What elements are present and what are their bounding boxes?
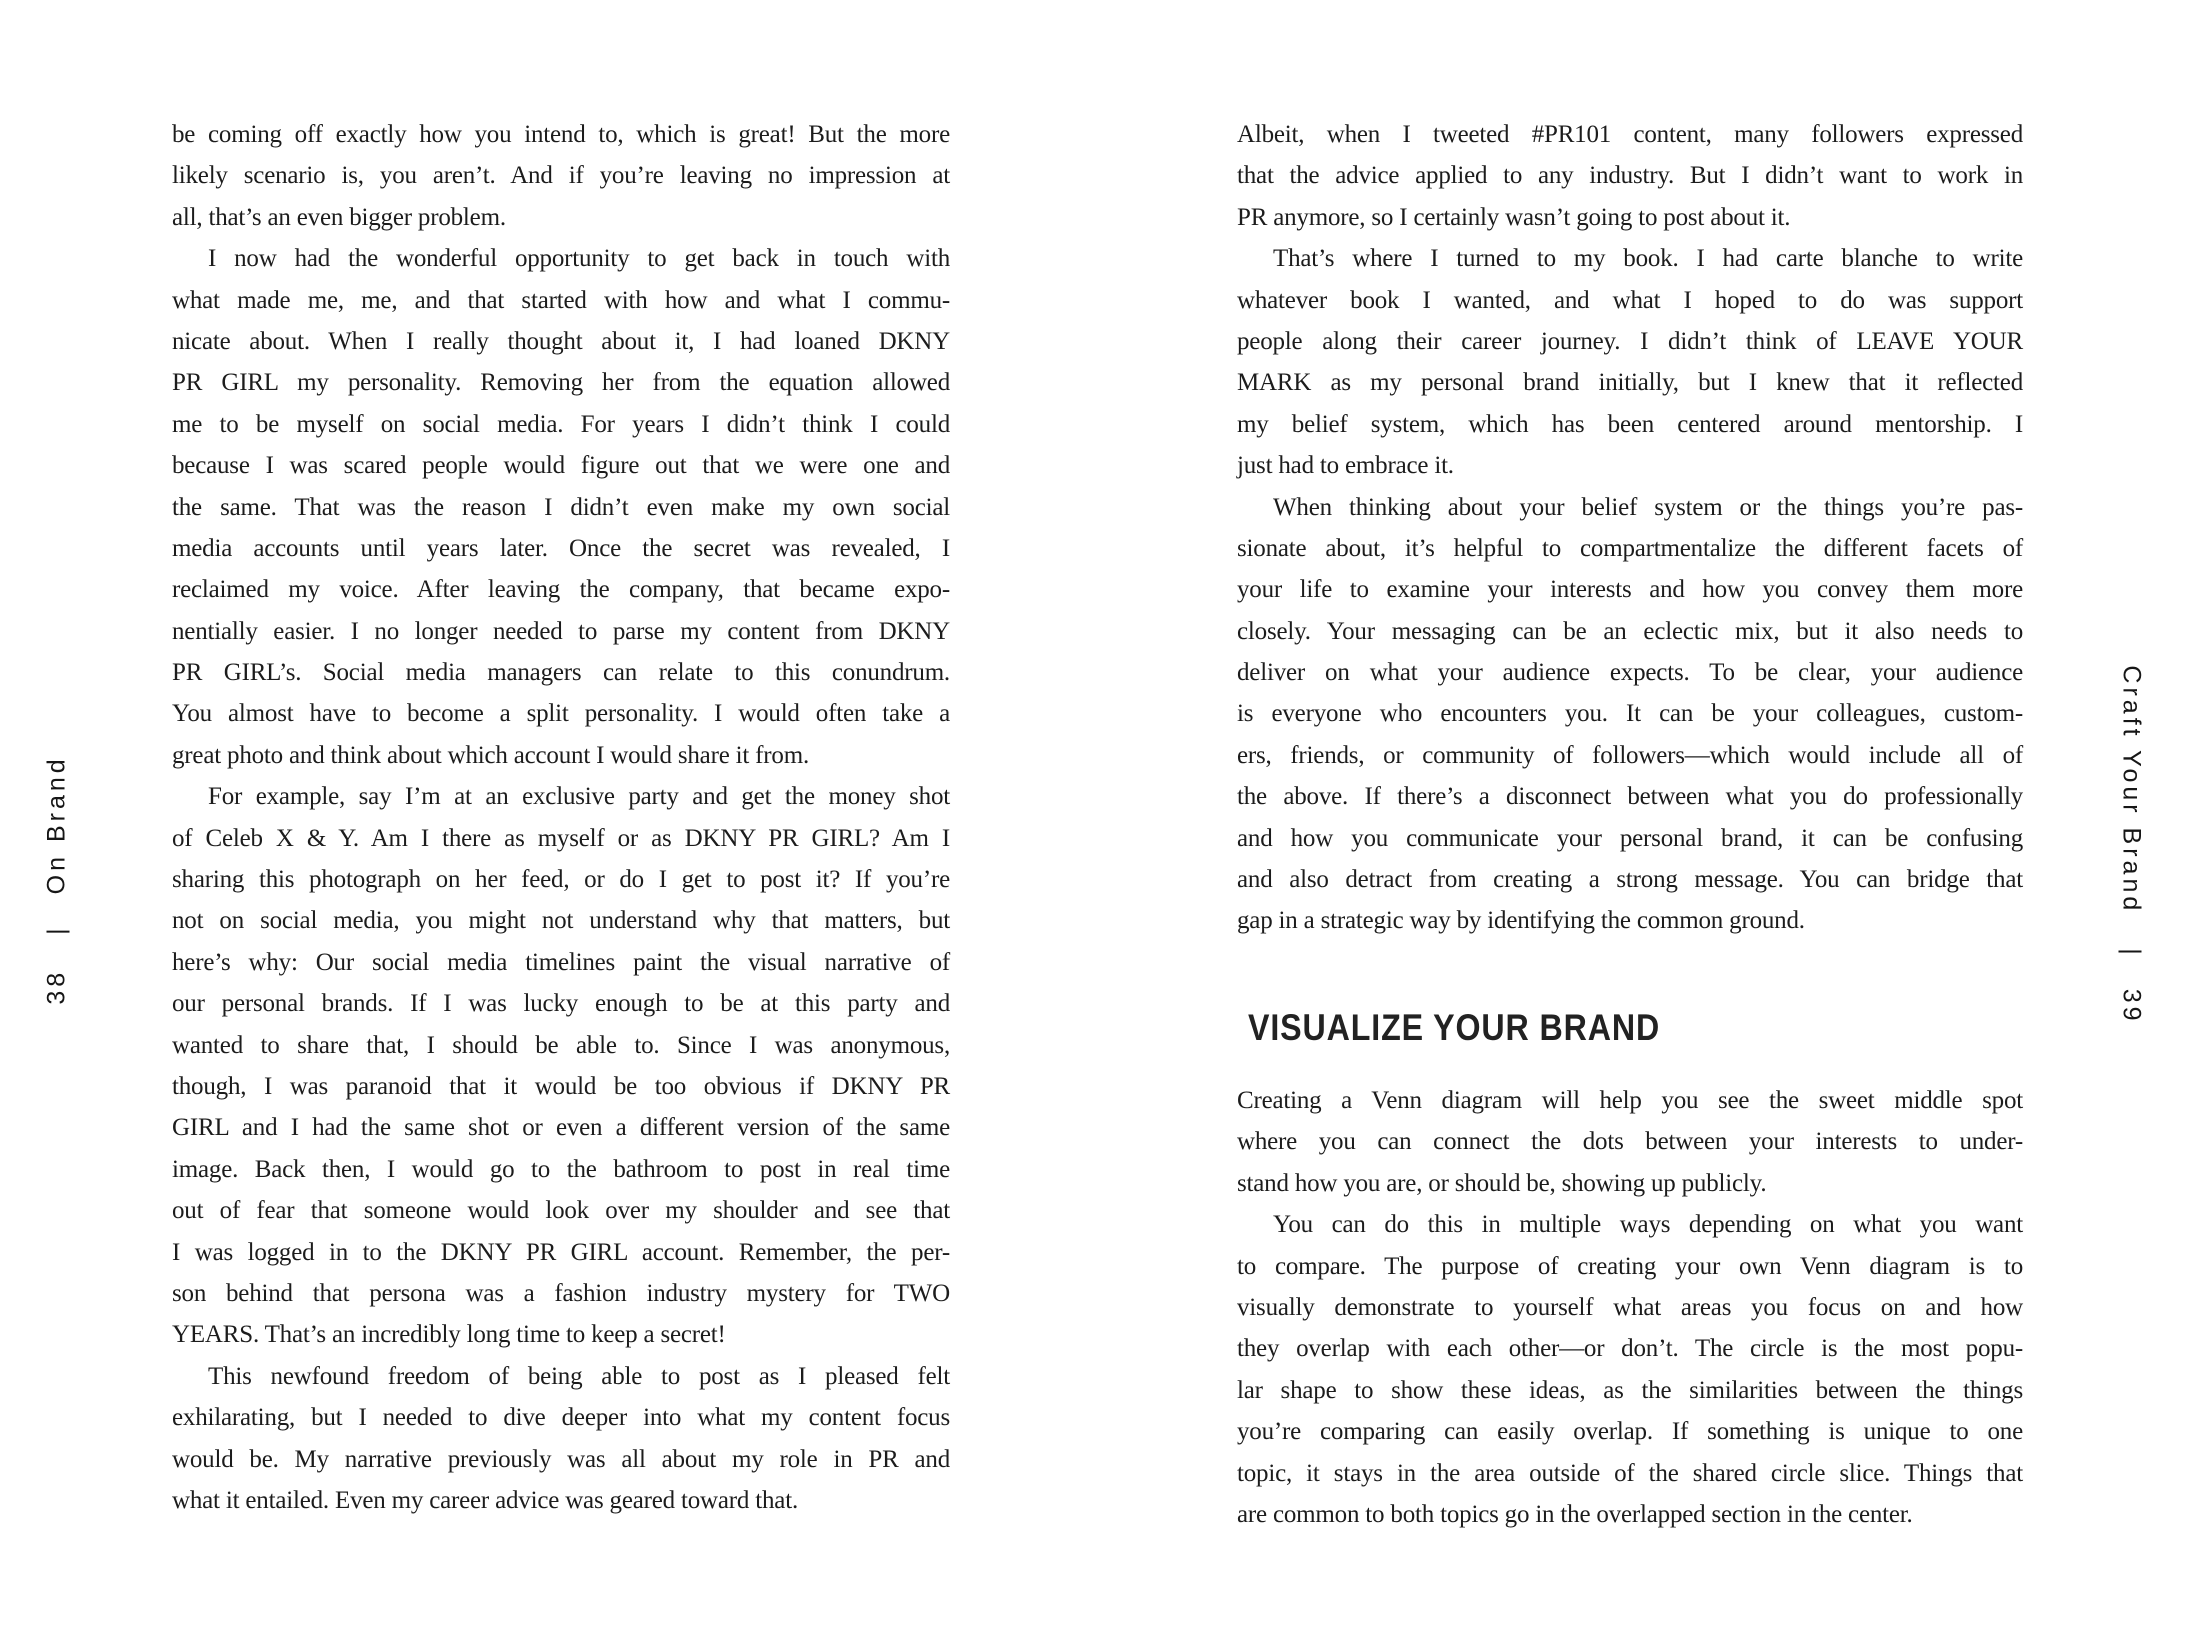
text-line: here’s why: Our social media timelines paint the visual narrative of [172,948,950,976]
chapter-title: Craft Your Brand [2117,665,2146,915]
text-line: You almost have to become a split personality. I would often take a [172,700,950,728]
text-line: This newfound freedom of being able to post as I pleased felt [208,1362,950,1390]
text-line: your life to examine your interests and how you convey them more [1237,576,2023,604]
text-line: lar shape to show these ideas, as the similarities between the things [1237,1376,2023,1404]
text-line: wanted to share that, I should be able to. Since I was anonymous, [172,1031,950,1059]
text-line: people along their career journey. I didn’t think of LEAVE YOUR [1237,327,2023,355]
text-line: what it entailed. Even my career advice was geared toward that. [172,1486,798,1514]
text-line: out of fear that someone would look over my shoulder and see that [172,1197,950,1225]
text-line: nicate about. When I really thought about it, I had loaned DKNY [172,327,950,355]
text-line: sionate about, it’s helpful to compartmentalize the different facets of [1237,534,2023,562]
chapter-title: On Brand [42,755,71,895]
text-line: where you can connect the dots between your interests to under- [1237,1128,2023,1156]
text-line: deliver on what your audience expects. To be clear, your audience [1237,659,2023,687]
right-page-text-column-lower [1237,1080,2023,1535]
text-line: son behind that persona was a fashion industry mystery for TWO [172,1279,950,1307]
text-line: reclaimed my voice. After leaving the company, that became expo- [172,576,950,604]
text-line: is everyone who encounters you. It can be your colleagues, custom- [1237,700,2023,728]
text-line: nentially easier. I no longer needed to parse my content from DKNY [172,617,950,645]
text-line: That’s where I turned to my book. I had carte blanche to write [1273,245,2023,273]
text-line: GIRL and I had the same shot or even a different version of the same [172,1114,950,1142]
page-number: 38 [42,968,71,1005]
left-page-text-column [172,114,950,1521]
text-line: you’re comparing can easily overlap. If something is unique to one [1237,1418,2023,1446]
text-line: and also detract from creating a strong message. You can bridge that [1237,866,2023,894]
left-margin-running-footer [43,755,72,1004]
text-line: PR GIRL’s. Social media managers can relate to this conundrum. [172,659,950,687]
text-line: ers, friends, or community of followers—which would include all of [1237,741,2023,769]
right-margin-running-footer [2117,665,2146,1024]
separator-bar: | [42,928,71,935]
text-line: I was logged in to the DKNY PR GIRL account. Remember, the per- [172,1238,950,1266]
text-line: my belief system, which has been centered around mentorship. I [1237,410,2023,438]
text-line: that the advice applied to any industry. But I didn’t want to work in [1237,162,2023,190]
text-line: gap in a strategic way by identifying the common ground. [1237,907,1805,935]
text-line: not on social media, you might not understand why that matters, but [172,907,950,935]
separator-bar: | [2117,948,2146,955]
text-line: closely. Your messaging can be an eclectic mix, but it also needs to [1237,617,2023,645]
text-line: because I was scared people would figure out that we were one and [172,452,950,480]
text-line: would be. My narrative previously was all about my role in PR and [172,1445,950,1473]
section-heading: VISUALIZE YOUR BRAND [1248,1007,1661,1048]
text-line: media accounts until years later. Once the secret was revealed, I [172,534,950,562]
text-line: and how you communicate your personal brand, it can be confusing [1237,824,2023,852]
text-line: great photo and think about which account I would share it from. [172,741,810,769]
text-line: exhilarating, but I needed to dive deeper into what my content focus [172,1404,950,1432]
text-line: just had to embrace it. [1237,452,1454,480]
text-line: When thinking about your belief system or the things you’re pas- [1273,493,2023,521]
text-line: Creating a Venn diagram will help you see the sweet middle spot [1237,1087,2023,1114]
text-line: all, that’s an even bigger problem. [172,203,506,231]
text-line: I now had the wonderful opportunity to get back in touch with [208,245,950,273]
text-line: they overlap with each other—or don’t. The circle is the most popu- [1237,1335,2023,1363]
text-line: are common to both topics go in the overlapped section in the center. [1237,1500,1913,1528]
text-line: stand how you are, or should be, showing up publicly. [1237,1169,1767,1197]
text-line: be coming off exactly how you intend to, which is great! But the more [172,121,950,148]
text-line: image. Back then, I would go to the bathroom to post in real time [172,1155,950,1183]
page-number: 39 [2117,988,2146,1025]
text-line: though, I was paranoid that it would be too obvious if DKNY PR [172,1072,950,1100]
text-line: likely scenario is, you aren’t. And if you’re leaving no impression at [172,162,950,190]
text-line: the above. If there’s a disconnect between what you do professionally [1237,783,2023,811]
text-line: For example, say I’m at an exclusive party and get the money shot [208,783,950,811]
text-line: topic, it stays in the area outside of the shared circle slice. Things that [1237,1459,2023,1487]
text-line: sharing this photograph on her feed, or do I get to post it? If you’re [172,866,950,894]
text-line: the same. That was the reason I didn’t even make my own social [172,493,950,521]
text-line: You can do this in multiple ways depending on what you want [1273,1211,2023,1239]
text-line: PR GIRL my personality. Removing her from the equation allowed [172,369,950,397]
text-line: whatever book I wanted, and what I hoped to do was support [1237,286,2023,314]
text-line: of Celeb X & Y. Am I there as myself or as DKNY PR GIRL? Am I [172,824,950,852]
text-line: what made me, me, and that started with how and what I commu- [172,286,950,314]
text-line: YEARS. That’s an incredibly long time to keep a secret! [172,1321,726,1349]
right-page-text-column-upper [1237,114,2023,942]
text-line: me to be myself on social media. For years I didn’t think I could [172,410,950,438]
text-line: PR anymore, so I certainly wasn’t going to post about it. [1237,203,1791,231]
text-line: Albeit, when I tweeted #PR101 content, many followers expressed [1237,121,2023,148]
text-line: visually demonstrate to yourself what areas you focus on and how [1237,1293,2023,1321]
text-line: to compare. The purpose of creating your own Venn diagram is to [1237,1252,2023,1280]
text-line: MARK as my personal brand initially, but I knew that it reflected [1237,369,2023,397]
text-line: our personal brands. If I was lucky enough to be at this party and [172,990,950,1018]
